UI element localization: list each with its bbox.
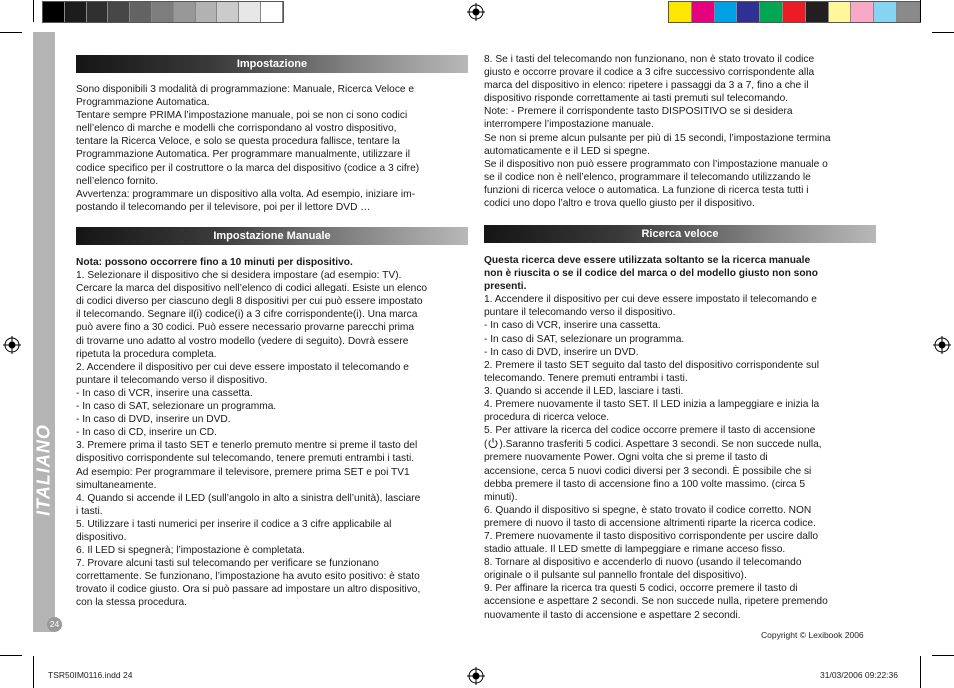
text-line: interrompere l’impostazione manuale. [484, 119, 654, 131]
text-line: dispositivo. [76, 531, 127, 543]
text-line: - In caso di CD, inserire un CD. [76, 427, 217, 439]
text-line: premere di nuovo il tasto di accensione altrimenti riparte la ricerca codice. [484, 517, 816, 529]
color-swatch [851, 2, 874, 22]
color-swatch [737, 2, 760, 22]
color-swatch [829, 2, 852, 22]
text-line: di codici diverso per ciascuno degli 8 dispositivi per cui può essere impostato [76, 296, 423, 308]
text-line: nell’elenco fornito. [76, 175, 159, 187]
gray-swatch [108, 2, 130, 22]
language-side-tab [33, 32, 55, 632]
text-line: Note: - Premere il corrispondente tasto DISPOSITIVO se si desidera [484, 106, 793, 118]
text-line: nell’elenco di marche e modelli che corrispondano al vostro dispositivo, [76, 123, 397, 135]
text-line: - In caso di DVD, inserire un DVD. [76, 414, 231, 426]
gray-swatch [152, 2, 174, 22]
color-swatch [806, 2, 829, 22]
registration-mark-icon [467, 3, 485, 21]
text-line: puntare il telecomando verso il dispositivo. [484, 307, 676, 319]
text-line: 8. Tornare al dispositivo e accenderlo di nuovo (usando il telecomando [484, 557, 802, 569]
text-line: 3. Premere prima il tasto SET e tenerlo premuto mentre si preme il tasto del [76, 440, 418, 452]
crop-mark [0, 655, 22, 656]
text-line: 7. Provare alcuni tasti sul telecomando per verificare se funzionano [76, 558, 379, 570]
text-line: dispositivo risponde correttamente ai tasti premuti sul telecomando. [484, 93, 789, 105]
text-line: 7. Premere nuovamente il tasto dispositivo corrispondente per uscire dallo [484, 530, 819, 542]
power-icon [487, 437, 499, 451]
section-heading-impostazione: Impostazione [76, 55, 468, 73]
text-line: correttamente. Se funzionano, l’impostazione ha avuto esito positivo: è stato [76, 571, 420, 583]
text-line: Tentare sempre PRIMA l’impostazione manuale, poi se non ci sono codici [76, 110, 408, 122]
text-line: premere nuovamente Power. Ogni volta che si preme il tasto di [484, 452, 768, 464]
registration-mark-icon [933, 336, 951, 354]
text-line: procedura di ricerca veloce. [484, 412, 610, 424]
text-line: Sono disponibili 3 modalità di programmazione: Manuale, Ricerca Veloce e [76, 84, 415, 95]
color-swatch [669, 2, 692, 22]
text-line: Se il dispositivo non può essere programmato con l’impostazione manuale o [484, 158, 828, 170]
text-line: Ad esempio: Per programmare il televisore, premere prima SET e poi TV1 [76, 466, 410, 478]
text-line: non è riuscita o se il codice del marca o del modello giusto non sono [484, 268, 818, 280]
crop-mark [920, 656, 921, 688]
text-line: con la stessa procedura. [76, 597, 187, 609]
text-line: 2. Accendere il dispositivo per cui deve essere impostato il telecomando e [76, 361, 409, 373]
text-line: 6. Il LED si spegnerà; l’impostazione è completata. [76, 545, 305, 557]
color-swatch [874, 2, 897, 22]
text-line: - In caso di DVD, inserire un DVD. [484, 346, 639, 358]
ricerca-veloce-body [484, 254, 828, 622]
color-swatch [692, 2, 715, 22]
text-line: dispositivo corrispondente sul telecomando, tenere premuti entrambi i tasti. [76, 453, 415, 465]
crop-mark [33, 656, 34, 688]
text-line: può avere fino a 30 codici. Può essere necessario provarne parecchi prima [76, 322, 415, 334]
text-line: 2. Premere il tasto SET seguito dal tasto del dispositivo corrispondente sul [484, 359, 820, 371]
power-instruction-line [484, 437, 828, 451]
text-line: accensione, cerca 5 nuovi codici diversi per 3 secondi. È possibile che si [484, 465, 812, 477]
text-line: 9. Per affinare la ricerca tra questi 5 codici, occorre premere il tasto di [484, 583, 798, 595]
impostazione-body [76, 83, 419, 214]
text-line: stadio attuale. Il LED smette di lampeggiare e rimane acceso fisso. [484, 544, 786, 556]
text-line: - In caso di SAT, selezionare un programma. [76, 401, 277, 413]
text-line: 1. Accendere il dispositivo per cui deve essere impostato il telecomando e [484, 294, 817, 306]
text-line: - In caso di SAT, selezionare un programma. [484, 333, 685, 345]
gray-swatch [174, 2, 196, 22]
crop-mark [932, 655, 954, 656]
gray-swatch [217, 2, 239, 22]
text-line: accensione e aspettare 2 secondi. Se non succede nulla, ripetere premendo [484, 596, 828, 608]
text-line: Programmazione Automatica. Per programmare manualmente, utilizzare il [76, 149, 411, 161]
power-instruction-text: ).Saranno trasferiti 5 codici. Aspettare 3 secondi. Se non succede nulla, [499, 439, 822, 451]
file-slug: TSR50IM0116.indd 24 [48, 670, 133, 680]
text-line: presenti. [484, 281, 527, 293]
color-swatch [715, 2, 738, 22]
color-swatch [760, 2, 783, 22]
text-line: 4. Premere nuovamente il tasto SET. Il LED inizia a lampeggiare e inizia la [484, 399, 820, 411]
text-line: Programmazione Automatica. [76, 97, 210, 109]
gray-swatch [239, 2, 261, 22]
page-number: 24 [47, 617, 62, 632]
text-line: - In caso di VCR, inserire una cassetta. [76, 387, 253, 399]
text-line: automaticamente e il LED si spegne. [484, 145, 650, 157]
text-line: di trovarne uno adatto al vostro modello (vedere di seguito). Dovrà essere [76, 335, 409, 347]
text-line: debba premere il tasto di accensione fino a 100 volte massimo. (circa 5 [484, 478, 806, 490]
text-line: 8. Se i tasti del telecomando non funzionano, non è stato trovato il codice [484, 54, 815, 65]
text-line: 6. Quando il dispositivo si spegne, è stato trovato il codice corretto. NON [484, 504, 812, 516]
section-heading-ricerca-veloce: Ricerca veloce [484, 225, 876, 243]
open-paren: ( [484, 439, 488, 451]
manual-setup-continued-body [484, 53, 831, 210]
text-line: se il codice non è nell’elenco, programmare il telecomando utilizzando le [484, 171, 811, 183]
copyright-text: Copyright © Lexibook 2006 [761, 630, 864, 640]
text-line: 5. Utilizzare i tasti numerici per inserire il codice a 3 cifre applicabile al [76, 518, 392, 530]
text-line: Questa ricerca deve essere utilizzata soltanto se la ricerca manuale [484, 255, 811, 266]
crop-mark [932, 32, 954, 33]
note-text: Nota: possono occorrere fino a 10 minuti per dispositivo. [76, 257, 353, 268]
text-line: 5. Per attivare la ricerca del codice occorre premere il tasto di accensione [484, 425, 816, 437]
text-line: il telecomando. Segnare il(i) codice(i) a 3 cifre corrispondente(i). Una marca [76, 309, 418, 321]
text-line: codici uno dopo l’altro e trova quello giusto per il dispositivo. [484, 198, 755, 210]
text-line: Se non si preme alcun pulsante per più di 15 secondi, l’impostazione termina [484, 132, 831, 144]
impostazione-manuale-body [76, 256, 427, 610]
text-line: 1. Selezionare il dispositivo che si desidera impostare (ad esempio: TV). [76, 270, 402, 282]
language-label: ITALIANO [33, 424, 54, 516]
gray-swatch [261, 2, 283, 22]
text-line: nuovamente il tasto di accensione e aspettare 2 secondi. [484, 609, 741, 621]
text-line: Avvertenza: programmare un dispositivo alla volta. Ad esempio, iniziare im- [76, 188, 415, 200]
text-line: giusto e occorre provare il codice a 3 cifre successivo corrispondente alla [484, 67, 815, 79]
gray-swatch [43, 2, 65, 22]
text-line: funzioni di ricerca veloce o automatica. La funzione di ricerca testa tutti i [484, 184, 809, 196]
process-color-calibration-bar [668, 1, 921, 23]
text-line: marca del dispositivo in elenco: ripetere i passaggi da 3 a 7, fino a che il [484, 80, 809, 92]
text-line: telecomando. Tenere premuti entrambi i tasti. [484, 372, 688, 384]
text-line: simultaneamente. [76, 479, 157, 491]
text-line: ripetuta la procedura completa. [76, 348, 217, 360]
gray-swatch [65, 2, 87, 22]
gray-swatch [87, 2, 109, 22]
text-line: i tasti. [76, 505, 103, 517]
registration-mark-icon [467, 667, 485, 685]
grayscale-calibration-bar [42, 1, 284, 23]
section-heading-impostazione-manuale: Impostazione Manuale [76, 227, 468, 245]
crop-mark [33, 0, 34, 22]
text-line: puntare il telecomando verso il dispositivo. [76, 374, 268, 386]
text-line: 3. Quando si accende il LED, lasciare i tasti. [484, 385, 684, 397]
text-line: 4. Quando si accende il LED (sull’angolo in alto a sinistra dell’unità), lasciare [76, 492, 421, 504]
crop-mark [0, 32, 22, 33]
gray-swatch [130, 2, 152, 22]
color-swatch [783, 2, 806, 22]
text-line: originale o il pulsante sul pannello frontale del dispositivo). [484, 570, 747, 582]
color-swatch [897, 2, 920, 22]
text-line: trovato il codice giusto. Ora si può passare ad impostare un altro dispositivo, [76, 584, 421, 596]
text-line: Cercare la marca del dispositivo nell’elenco di codici allegati. Esiste un elenco [76, 283, 428, 295]
text-line: tentare la Ricerca Veloce, e solo se questa procedura fallisce, tentare la [76, 136, 400, 148]
date-time-slug: 31/03/2006 09:22:36 [820, 670, 898, 680]
gray-swatch [196, 2, 218, 22]
text-line: - In caso di VCR, inserire una cassetta. [484, 320, 661, 332]
text-line: postando il telecomando per il televisore, poi per il lettore DVD … [76, 201, 371, 213]
registration-mark-icon [3, 336, 21, 354]
crop-mark [920, 0, 921, 22]
text-line: minuti). [484, 491, 518, 503]
text-line: codice specifico per il costruttore o la marca del dispositivo (codice a 3 cifre) [76, 162, 420, 174]
